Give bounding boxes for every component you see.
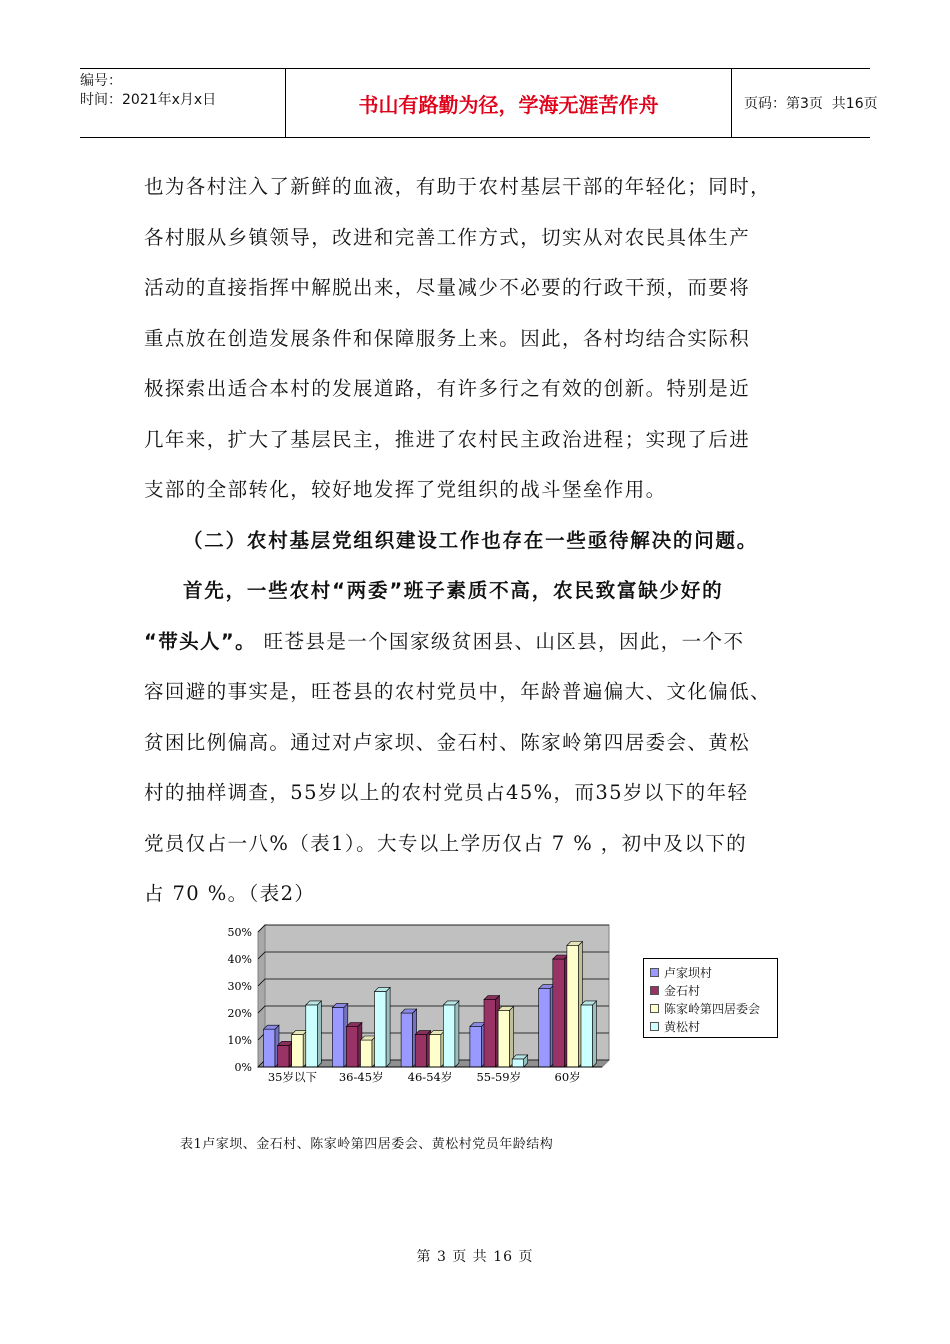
bar [292, 1031, 308, 1067]
page-footer: 第 3 页 共 16 页 [416, 1249, 534, 1265]
y-tick-label: 20% [227, 1007, 252, 1020]
header-meta [80, 69, 285, 140]
legend-swatch [650, 968, 659, 977]
paragraph-line: 重点放在创造发展条件和保障服务上来。因此，各村均结合实际积 [144, 326, 751, 350]
bar-front [512, 1059, 524, 1067]
number-label: 编号： [80, 73, 122, 89]
legend-swatch [650, 1022, 659, 1031]
bar-front [470, 1027, 482, 1068]
page-label: 页码：第3页 共16页 [744, 96, 878, 112]
bar-front [539, 989, 551, 1067]
x-tick-label: 60岁 [554, 1070, 581, 1084]
bar-front [375, 991, 387, 1067]
bar [332, 1004, 348, 1067]
bar [512, 1055, 528, 1067]
y-tick-label: 0% [234, 1061, 252, 1074]
legend-item [650, 981, 777, 999]
header-page-info [732, 69, 882, 137]
section-heading: （二）农村基层党组织建设工作也存在一些亟待解决的问题。 [183, 528, 759, 552]
age-structure-chart [222, 918, 792, 1098]
chart-caption: 表1卢家坝、金石村、陈家岭第四居委会、黄松村党员年龄结构 [180, 1137, 554, 1152]
bar-front [292, 1035, 304, 1067]
bar [375, 987, 391, 1067]
bar-front [553, 959, 565, 1067]
bar-side [386, 987, 390, 1067]
paragraph-line: 容回避的事实是，旺苍县的农村党员中，年龄普遍偏大、文化偏低、 [144, 680, 772, 703]
y-tick-label: 40% [227, 953, 252, 966]
paragraph-line: 活动的直接指挥中解脱出来，尽量减少不必要的行政干预，而要将 [144, 276, 751, 299]
paragraph-line: 各村服从乡镇领导，改进和完善工作方式，切实从对农民具体生产 [144, 225, 751, 249]
bar-front [278, 1045, 290, 1067]
paragraph-line: 也为各村注入了新鲜的血液，有助于农村基层干部的年轻化；同时， [144, 175, 772, 198]
legend-label: 黄松村 [664, 1019, 701, 1034]
y-tick-label: 10% [227, 1034, 252, 1047]
legend-item [650, 963, 777, 981]
bar-front [581, 1005, 593, 1067]
x-tick-label: 55-59岁 [476, 1070, 522, 1084]
body-text [144, 162, 814, 920]
x-tick-label: 46-54岁 [407, 1070, 453, 1084]
legend-label: 陈家岭第四居委会 [664, 1001, 761, 1016]
bar-side [317, 1001, 321, 1067]
bar-side [593, 1001, 597, 1067]
bar [346, 1023, 362, 1068]
legend-item [650, 999, 777, 1017]
bar [443, 1001, 459, 1067]
legend-swatch [650, 986, 659, 995]
bar [539, 985, 555, 1067]
legend-label: 金石村 [664, 983, 701, 998]
bar-front [498, 1010, 510, 1067]
bar-front [401, 1013, 413, 1067]
bar-chart-svg [222, 918, 642, 1098]
bar [498, 1006, 513, 1067]
paragraph-line: 党员仅占一八%（表1）。大专以上学历仅占 7 % ，初中及以下的 [144, 831, 748, 855]
chart-legend [643, 958, 778, 1038]
bar [415, 1031, 431, 1067]
legend-item [650, 1017, 777, 1035]
bar [278, 1041, 294, 1067]
paragraph-line: 占 70 %。（表2） [144, 882, 316, 905]
date-label: 时间：2021年x月x日 [80, 92, 217, 108]
bar [361, 1036, 377, 1067]
bold-lead-line: 首先，一些农村“两委”班子素质不高，农民致富缺少好的 [183, 579, 724, 602]
bar-front [332, 1008, 344, 1067]
bar [581, 1001, 597, 1067]
y-tick-label: 50% [227, 926, 252, 939]
bar-front [415, 1035, 427, 1067]
bar [567, 942, 583, 1068]
document-header [80, 68, 878, 138]
x-tick-label: 35岁以下 [267, 1070, 317, 1084]
bar-front [567, 946, 579, 1068]
paragraph-line [144, 617, 814, 668]
bar-front [429, 1035, 441, 1067]
bar-front [443, 1005, 455, 1067]
paragraph-line: 极探索出适合本村的发展道路，有许多行之有效的创新。特别是近 [144, 377, 751, 400]
paragraph-line: 几年来，扩大了基层民主，推进了农村民主政治进程；实现了后进 [144, 427, 751, 451]
y-tick-label: 30% [227, 980, 252, 993]
legend-swatch [650, 1004, 659, 1013]
bar [401, 1009, 417, 1067]
paragraph-line: 村的抽样调查，55岁以上的农村党员占45%，而35岁以下的年轻 [144, 781, 749, 804]
bar [429, 1031, 445, 1067]
paragraph-fragment: 旺苍县是一个国家级贫困县、山区县，因此，一个不 [256, 629, 745, 653]
paragraph-line: 支部的全部转化，较好地发挥了党组织的战斗堡垒作用。 [144, 478, 667, 501]
x-tick-label: 36-45岁 [338, 1070, 384, 1084]
bar-front [306, 1005, 318, 1067]
bar [553, 955, 569, 1067]
bar [470, 1023, 486, 1068]
bar-front [346, 1027, 358, 1068]
legend-label: 卢家坝村 [664, 965, 713, 980]
header-motto: 书山有路勤为径，学海无涯苦作舟 [285, 69, 732, 137]
bar-front [361, 1040, 373, 1067]
bar [264, 1025, 280, 1067]
bar [306, 1001, 322, 1067]
bar-side [455, 1001, 459, 1067]
bar [484, 996, 500, 1068]
paragraph-line: 贫困比例偏高。通过对卢家坝、金石村、陈家岭第四居委会、黄松 [144, 730, 751, 754]
bar-front [484, 1000, 496, 1068]
bar-front [264, 1029, 276, 1067]
bold-lead-fragment: “带头人”。 [144, 629, 257, 653]
